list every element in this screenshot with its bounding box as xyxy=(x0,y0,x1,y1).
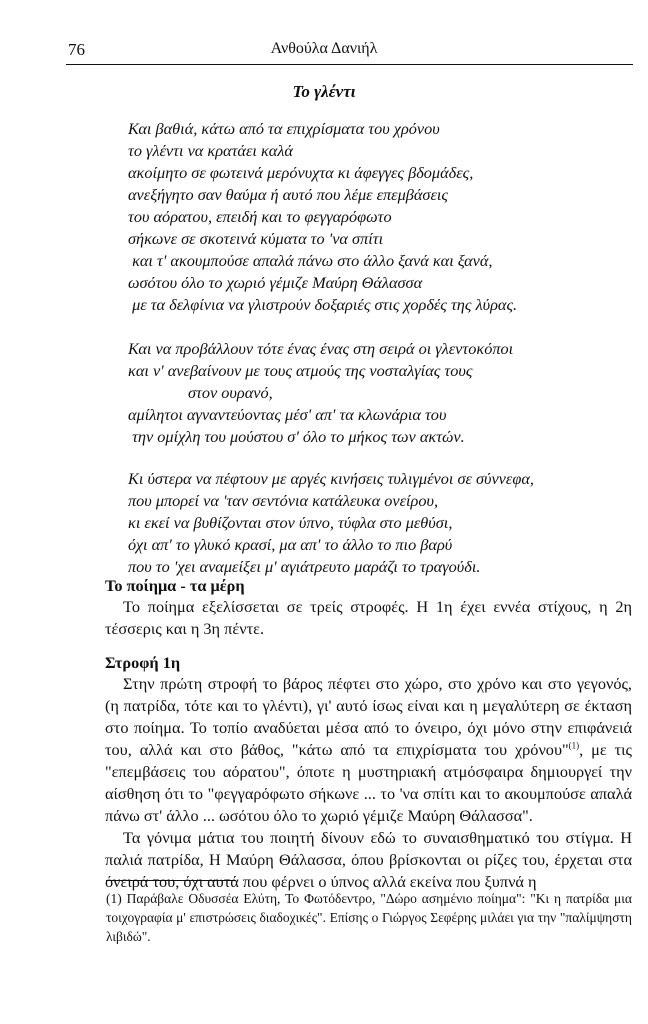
stanza-2 xyxy=(128,338,534,448)
poem-line: Και να προβάλλουν τότε ένας ένας στη σειρά οι γλεντοκόποι xyxy=(128,339,514,358)
paragraph-stanza1-text-a: Στην πρώτη στροφή το βάρος πέφτει στο χώρο, στο χρόνο και στο γεγονός, (η πατρίδα, τότε και το γλέντι), γι' αυτό ίσως είναι και η μεγαλύτερη σε έκταση στο ποίημα. Το τοπίο αναδύεται μέσα από το όνειρο, όχι μόνο στην επιφάνειά του, αλλά και στο βάθος, "κάτω από τα επιχρίσματα του χρόνου" xyxy=(105,674,632,759)
footnote-rule xyxy=(106,880,236,881)
footnote: (1) Παράβαλε Οδυσσέα Ελύτη, Το Φωτόδεντρο, "Δώρο ασημένιο ποίημα": "Κι η πατρίδα μια τοιχογραφία μ' επιστρώσεις διαδοχικές". Επίσης ο Γιώργος Σεφέρης μιλάει για την "παλίμψηστη λιβιδώ". xyxy=(106,891,632,944)
poem-line: Κι ύστερα να πέφτουν με αργές κινήσεις τυλιγμένοι σε σύννεφα, xyxy=(128,469,534,488)
stanza-3 xyxy=(128,468,534,578)
page-number: 76 xyxy=(68,40,85,59)
stanza-1 xyxy=(128,118,534,316)
paragraph-parts-text: Το ποίημα εξελίσσεται σε τρείς στροφές. Η 1η έχει εννέα στίχους, η 2η τέσσερις και η 3η πέντε. xyxy=(105,597,632,638)
paragraph-stanza1 xyxy=(105,673,632,827)
poem-line: την ομίχλη του μούστου σ' όλο το μήκος των ακτών. xyxy=(128,427,465,446)
poem-line: ανεξήγητο σαν θαύμα ή αυτό που λέμε επεμβάσεις xyxy=(128,185,449,204)
poem-line: σήκωνε σε σκοτεινά κύματα το 'να σπίτι xyxy=(128,229,384,248)
poem-line: ωσότου όλο το χωριό γέμιζε Μαύρη Θάλασσα xyxy=(128,273,423,292)
running-head: Ανθούλα Δανιήλ xyxy=(270,40,378,57)
poem-title: Το γλέντι xyxy=(292,82,356,101)
paragraph-stanza1-continued xyxy=(105,827,632,893)
poem-line: ακοίμητο σε φωτεινά μερόνυχτα κι άφεγγες βδομάδες, xyxy=(128,163,474,182)
poem-line: και ν' ανεβαίνουν με τους ατμούς της νοσταλγίας τους xyxy=(128,361,473,380)
commentary xyxy=(105,575,632,893)
poem-line: που μπορεί να 'ταν σεντόνια κατάλευκα ονείρου, xyxy=(128,491,439,510)
poem-line: όχι απ' το γλυκό κρασί, μα απ' το άλλο το πιο βαρύ xyxy=(128,535,453,554)
footnote-reference: (1) xyxy=(568,740,580,751)
poem-line: και τ' ακουμπούσε απαλά πάνω στο άλλο ξανά και ξανά, xyxy=(128,251,493,270)
poem-line: αμίλητοι αγναντεύοντας μέσ' απ' τα κλωνάρια του xyxy=(128,405,447,424)
paragraph-stanza1-text-b: , με τις "επεμβάσεις του αόρατου", όποτε η μυστηριακή ατμόσφαιρα δημιουργεί την αίσθηση ότι το "φεγγαρόφωτο σήκωνε ... το 'να σπίτι και το ακουμπούσε απαλά πάνω στ' άλλο ... ωσότου όλο το χωριό γέμιζε Μαύρη Θάλασσα". xyxy=(105,740,632,825)
poem-line: που το 'χει αναμείξει μ' αγιάτρευτο μαράζι το τραγούδι. xyxy=(128,557,481,576)
poem-line: το γλέντι να κρατάει καλά xyxy=(128,141,293,160)
poem-line: στον ουρανό, xyxy=(188,383,273,402)
spacer xyxy=(105,640,632,652)
poem-line: Και βαθιά, κάτω από τα επιχρίσματα του χρόνου xyxy=(128,119,440,138)
poem-line: του αόρατου, επειδή και το φεγγαρόφωτο xyxy=(128,207,392,226)
section-heading-parts: Το ποίημα - τα μέρη xyxy=(105,576,245,595)
paragraph-stanza1-continued-text: Τα γόνιμα μάτια του ποιητή δίνουν εδώ το συναισθηματικό του στίγμα. Η παλιά πατρίδα, Η Μαύρη Θάλασσα, όπου βρίσκονται οι ρίζες του, έρχεται στα όνειρά του, όχι αυτά που φέρνει ο ύπνος αλλά εκείνα που ξυπνά η xyxy=(105,828,632,891)
section-heading-stanza1: Στροφή 1η xyxy=(105,653,181,672)
poem-line: με τα δελφίνια να γλιστρούν δοξαριές στις χορδές της λύρας. xyxy=(128,295,518,314)
header-rule xyxy=(66,64,633,65)
paragraph-parts xyxy=(105,596,632,640)
poem-line: κι εκεί να βυθίζονται στον ύπνο, τύφλα στο μεθύσι, xyxy=(128,513,453,532)
poem xyxy=(128,118,534,578)
